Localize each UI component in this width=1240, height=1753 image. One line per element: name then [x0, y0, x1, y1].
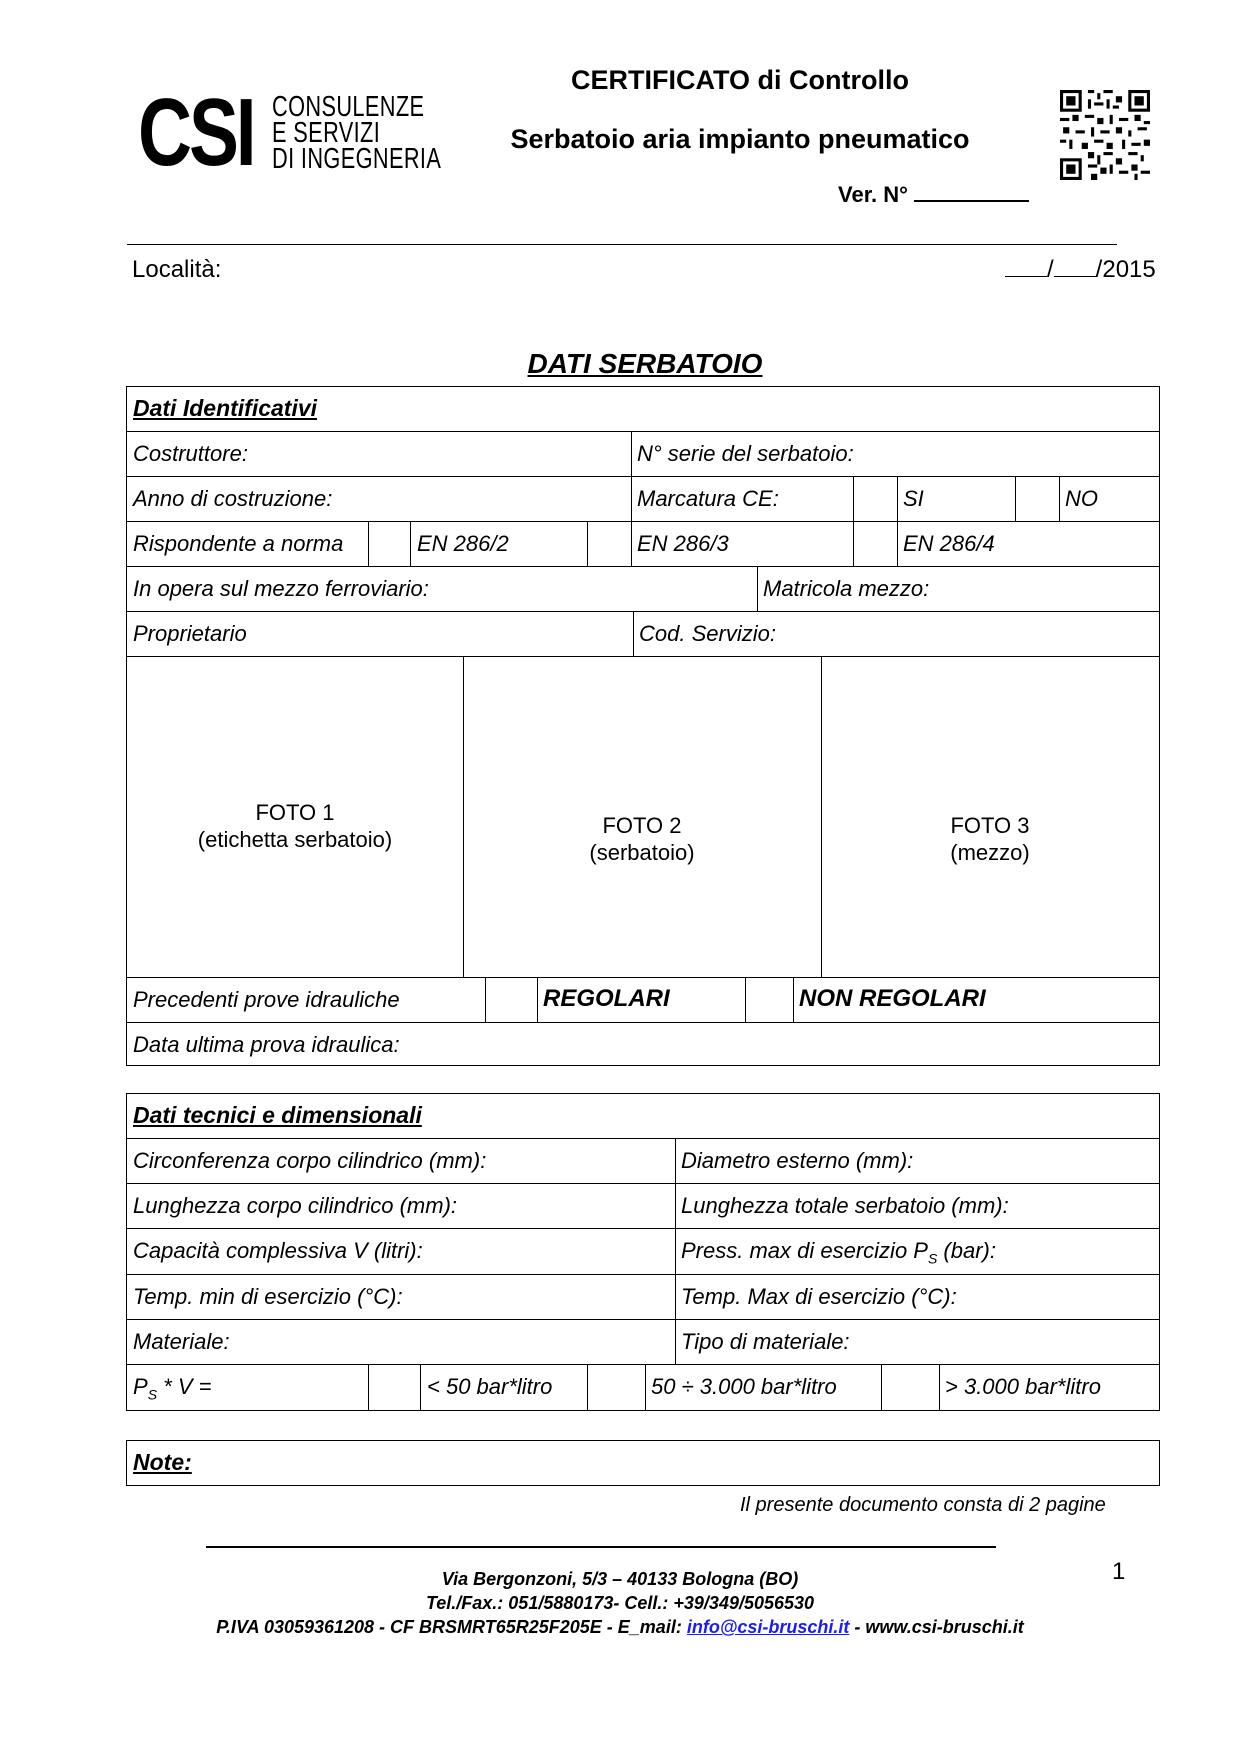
- document-title: CERTIFICATO di Controllo: [571, 65, 909, 95]
- footer-address: Via Bergonzoni, 5/3 – 40133 Bologna (BO): [441, 1569, 799, 1589]
- col-divider: [793, 977, 794, 1022]
- checkbox-range-2[interactable]: [588, 1365, 645, 1410]
- photo-1-title: FOTO 1: [255, 800, 335, 825]
- marcatura-label: Marcatura CE:: [637, 486, 779, 511]
- range-3-label: > 3.000 bar*litro: [945, 1374, 1101, 1399]
- no-label: NO: [1065, 486, 1098, 511]
- col-divider: [897, 521, 898, 566]
- col-divider: [757, 566, 758, 611]
- costruttore-label[interactable]: Costruttore:: [133, 441, 248, 466]
- non-regolari-label: NON REGOLARI: [799, 985, 986, 1012]
- range-2-label: 50 ÷ 3.000 bar*litro: [651, 1374, 837, 1399]
- checkbox-range-1[interactable]: [369, 1365, 420, 1410]
- proprietario-label[interactable]: Proprietario: [133, 621, 247, 646]
- photo-1-caption: (etichetta serbatoio): [197, 827, 393, 852]
- col-divider: [1059, 476, 1060, 521]
- col-divider: [410, 521, 411, 566]
- press-max-sub: S: [927, 1250, 938, 1267]
- localita-label: Località:: [132, 256, 222, 283]
- identificativi-table: [126, 386, 1160, 1066]
- precedenti-label: Precedenti prove idrauliche: [133, 987, 400, 1012]
- logo-line-2: E SERVIZI: [272, 117, 381, 149]
- footer-contacts: Tel./Fax.: 051/5880173- Cell.: +39/349/5056530: [425, 1593, 815, 1613]
- logo-line-1: CONSULENZE: [272, 91, 425, 123]
- regolari-label: REGOLARI: [543, 985, 670, 1012]
- anno-label[interactable]: Anno di costruzione:: [133, 486, 333, 511]
- photo-3-title: FOTO 3: [950, 813, 1030, 838]
- document-subtitle: Serbatoio aria impianto pneumatico: [510, 124, 970, 154]
- press-max-text: Press. max di esercizio P: [681, 1238, 928, 1263]
- header-divider: [127, 244, 1117, 245]
- date-month-blank[interactable]: [1054, 256, 1096, 277]
- col-divider: [897, 476, 898, 521]
- diametro-label[interactable]: Diametro esterno (mm):: [681, 1148, 914, 1173]
- checkbox-en2863[interactable]: [588, 522, 631, 566]
- row-divider: [127, 476, 1159, 477]
- checkbox-non-regolari[interactable]: [746, 978, 793, 1022]
- version-label: Ver. N°: [838, 182, 908, 207]
- col-divider: [631, 521, 632, 566]
- photo-3-caption: (mezzo): [950, 840, 1030, 865]
- page-number: 1: [1112, 1558, 1126, 1585]
- row-divider: [127, 656, 1159, 657]
- col-divider: [420, 1364, 421, 1410]
- col-divider: [939, 1364, 940, 1410]
- materiale-label[interactable]: Materiale:: [133, 1329, 230, 1354]
- row-divider: [127, 1138, 1159, 1139]
- in-opera-label[interactable]: In opera sul mezzo ferroviario:: [133, 576, 429, 601]
- psv-label: [133, 1374, 211, 1402]
- en2862-label: EN 286/2: [417, 531, 509, 556]
- row-divider: [127, 521, 1159, 522]
- row-divider: [127, 977, 1159, 978]
- col-divider: [631, 431, 632, 521]
- checkbox-marcatura-no[interactable]: [1016, 477, 1059, 521]
- logo-line-3: DI INGEGNERIA: [272, 143, 442, 175]
- matricola-label[interactable]: Matricola mezzo:: [763, 576, 930, 601]
- footer-website: - www.csi-bruschi.it: [849, 1617, 1024, 1637]
- footer-fiscal-text: P.IVA 03059361208 - CF BRSMRT65R25F205E - E_mail:: [216, 1617, 687, 1637]
- capacita-label[interactable]: Capacità complessiva V (litri):: [133, 1238, 423, 1263]
- row-divider: [127, 1274, 1159, 1275]
- row-divider: [127, 611, 1159, 612]
- row-divider: [127, 1183, 1159, 1184]
- n-serie-label[interactable]: N° serie del serbatoio:: [637, 441, 854, 466]
- si-label: SI: [903, 486, 924, 511]
- press-max-label[interactable]: [681, 1238, 996, 1266]
- data-ultima-label[interactable]: Data ultima prova idraulica:: [133, 1032, 400, 1057]
- date-year: /2015: [1095, 256, 1156, 283]
- row-divider: [127, 1022, 1159, 1023]
- logo-main-text: CSI: [138, 79, 254, 186]
- row-divider: [127, 431, 1159, 432]
- psv-p: P: [133, 1374, 148, 1399]
- photo-2-title: FOTO 2: [602, 813, 682, 838]
- pages-note: Il presente documento consta di 2 pagine: [740, 1494, 1106, 1516]
- psv-sub: S: [147, 1386, 158, 1403]
- date-field[interactable]: [1005, 256, 1156, 284]
- photo-2-box[interactable]: [463, 812, 821, 866]
- email-link[interactable]: info@csi-bruschi.it: [686, 1617, 850, 1637]
- checkbox-range-3[interactable]: [882, 1365, 939, 1410]
- note-heading: Note:: [133, 1449, 192, 1475]
- temp-max-label[interactable]: Temp. Max di esercizio (°C):: [681, 1284, 957, 1309]
- checkbox-regolari[interactable]: [486, 978, 537, 1022]
- tecnici-table: [126, 1093, 1160, 1411]
- en2864-label: EN 286/4: [903, 531, 995, 556]
- press-max-unit: (bar):: [937, 1238, 996, 1263]
- date-day-blank[interactable]: [1005, 256, 1047, 277]
- row-divider: [127, 566, 1159, 567]
- logo-subtext: [272, 91, 442, 175]
- note-box[interactable]: [126, 1440, 1160, 1486]
- col-divider: [633, 611, 634, 656]
- photo-3-box[interactable]: [821, 812, 1159, 866]
- footer-divider: [206, 1546, 996, 1548]
- circonferenza-label[interactable]: Circonferenza corpo cilindrico (mm):: [133, 1148, 487, 1173]
- tipo-materiale-label[interactable]: Tipo di materiale:: [681, 1329, 850, 1354]
- section-title: DATI SERBATOIO: [527, 348, 763, 379]
- checkbox-en2864[interactable]: [854, 522, 897, 566]
- footer-fiscal: [0, 1615, 1240, 1639]
- col-divider: [675, 1138, 676, 1364]
- checkbox-en2862[interactable]: [369, 522, 410, 566]
- col-divider: [645, 1364, 646, 1410]
- checkbox-marcatura-si[interactable]: [854, 477, 897, 521]
- qr-code-icon: [1060, 90, 1150, 180]
- col-divider: [537, 977, 538, 1022]
- version-field[interactable]: [838, 182, 1029, 208]
- row-divider: [127, 1319, 1159, 1320]
- rispondente-label: Rispondente a norma: [133, 531, 344, 556]
- photo-1-box[interactable]: [127, 799, 463, 853]
- en2863-label: EN 286/3: [637, 531, 729, 556]
- photo-2-caption: (serbatoio): [589, 840, 695, 865]
- lunghezza-totale-label[interactable]: Lunghezza totale serbatoio (mm):: [681, 1193, 1009, 1218]
- version-blank[interactable]: [914, 182, 1029, 202]
- range-1-label: < 50 bar*litro: [427, 1374, 553, 1399]
- lunghezza-corpo-label[interactable]: Lunghezza corpo cilindrico (mm):: [133, 1193, 458, 1218]
- temp-min-label[interactable]: Temp. min di esercizio (°C):: [133, 1284, 403, 1309]
- cod-servizio-label[interactable]: Cod. Servizio:: [639, 621, 776, 646]
- date-separator: /: [1047, 256, 1054, 283]
- psv-eq: * V =: [157, 1374, 212, 1399]
- tecnici-heading: Dati tecnici e dimensionali: [133, 1102, 422, 1128]
- row-divider: [127, 1228, 1159, 1229]
- identificativi-heading: Dati Identificativi: [133, 395, 318, 421]
